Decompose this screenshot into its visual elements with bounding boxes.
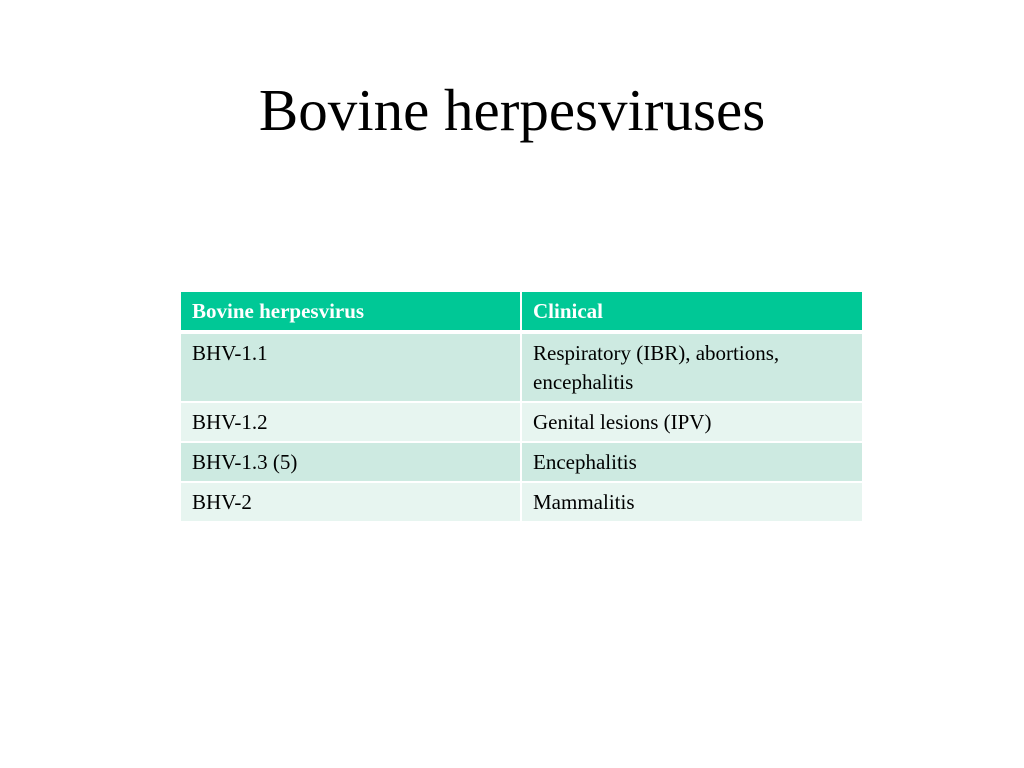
column-header-virus: Bovine herpesvirus: [180, 291, 521, 332]
table-row: [180, 402, 863, 442]
herpesvirus-table: [179, 290, 864, 523]
clinical-cell: Genital lesions (IPV): [521, 402, 863, 442]
virus-cell: BHV-2: [180, 482, 521, 522]
virus-cell: BHV-1.1: [180, 332, 521, 402]
clinical-cell: Respiratory (IBR), abortions, encephalitis: [521, 332, 863, 402]
table-row: [180, 332, 863, 402]
column-header-clinical: Clinical: [521, 291, 863, 332]
virus-cell: BHV-1.2: [180, 402, 521, 442]
table-header-row: [180, 291, 863, 332]
slide-title: Bovine herpesviruses: [258, 77, 766, 143]
clinical-cell: Mammalitis: [521, 482, 863, 522]
virus-cell: BHV-1.3 (5): [180, 442, 521, 482]
table-row: [180, 482, 863, 522]
table-row: [180, 442, 863, 482]
clinical-cell: Encephalitis: [521, 442, 863, 482]
